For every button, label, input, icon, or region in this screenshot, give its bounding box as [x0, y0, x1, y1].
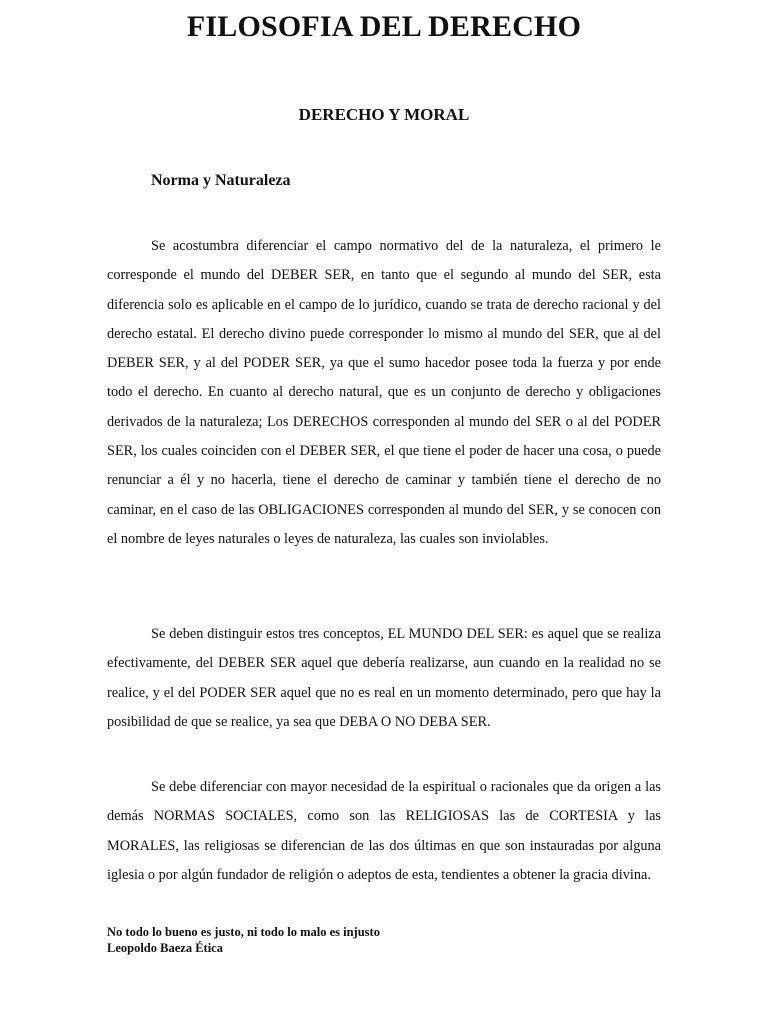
section-title: DERECHO Y MORAL — [298, 105, 470, 124]
body-paragraph-2: Se deben distinguir estos tres conceptos, EL MUNDO DEL SER: es aquel que se realiza efectivamente, del DEBER SER aquel que debería realizarse, aun cuando en la realidad no se realice, y el del PODER SER aquel que no es real en un momento determinado, pero que hay la posibilidad de que se realice, ya sea que DEBA O NO DEBA SER. — [107, 626, 661, 730]
body-paragraph-1: Se acostumbra diferenciar el campo normativo del de la naturaleza, el primero le corresponde el mundo del DEBER SER, en tanto que el segundo al mundo del SER, esta diferencia solo es aplicable en el campo de lo jurídico, cuando se trata de derecho racional y del derecho estatal. El derecho divino puede corresponder lo mismo al mundo del SER, que al del DEBER SER, y al del PODER SER, ya que el sumo hacedor posee toda la fuerza y por ende todo el derecho. En cuanto al derecho natural, que es un conjunto de derecho y obligaciones derivados de la naturaleza; Los DERECHOS corresponden al mundo del SER o al del PODER SER, los cuales coinciden con el DEBER SER, el que tiene el poder de hacer una cosa, o puede renunciar a él y no hacerla, tiene el derecho de caminar y también tiene el derecho de no caminar, en el caso de las OBLIGACIONES corresponden al mundo del SER, y se conocen con el nombre de leyes naturales o leyes de naturaleza, las cuales son inviolables. — [107, 238, 661, 547]
footnote-quote-line: No todo lo bueno es justo, ni todo lo malo es injusto — [107, 925, 380, 939]
footnote-author-line: Leopoldo Baeza Ética — [107, 941, 223, 955]
body-paragraph-3: Se debe diferenciar con mayor necesidad de la espiritual o racionales que da origen a las demás NORMAS SOCIALES, como son las RELIGIOSAS las de CORTESIA y las MORALES, las religiosas se diferencian de las dos últimas en que son instauradas por alguna iglesia o por algún fundador de religión o adeptos de esta, tendientes a obtener la gracia divina. — [107, 779, 661, 883]
document-title: FILOSOFIA DEL DERECHO — [186, 10, 582, 43]
subsection-title: Norma y Naturaleza — [151, 172, 291, 189]
footnote-quote — [107, 924, 380, 956]
